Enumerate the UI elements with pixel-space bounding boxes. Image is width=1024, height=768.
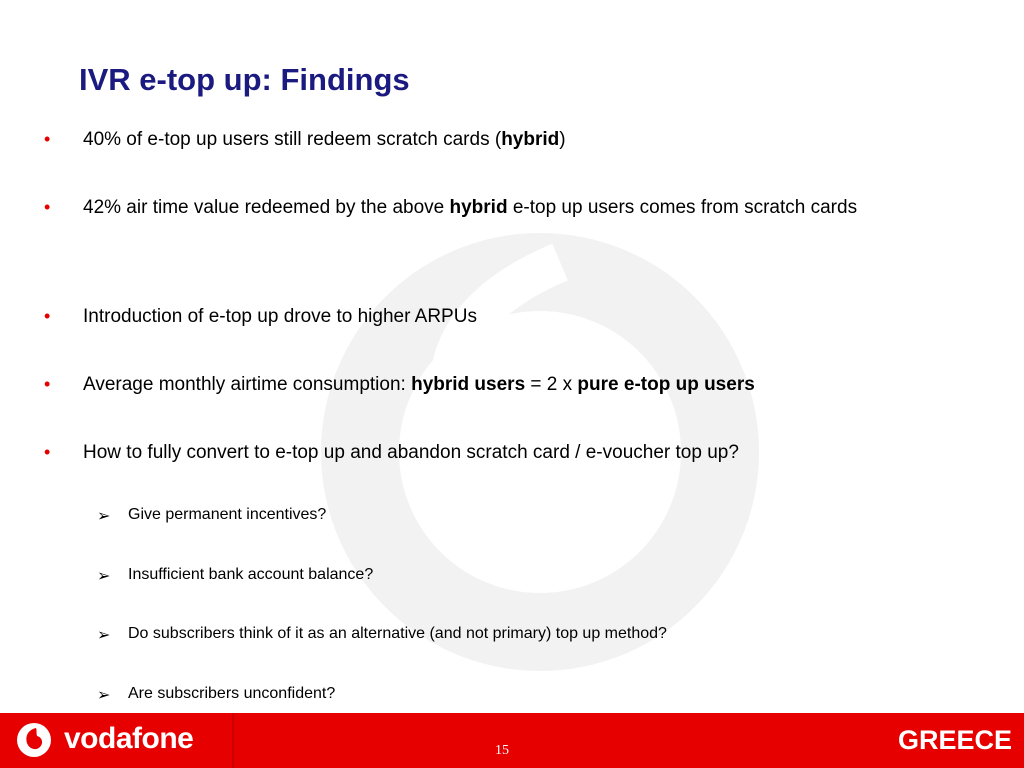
sub-bullet-item	[97, 684, 988, 704]
bullet-text: e-top up users comes from scratch cards	[507, 197, 858, 218]
sub-bullet-item	[97, 565, 988, 585]
bullet-item	[44, 187, 963, 228]
bullet-text: 42% air time value redeemed by the above	[83, 197, 450, 218]
region-label: GREECE	[897, 725, 1012, 755]
bullet-text: Average monthly airtime consumption:	[83, 374, 412, 395]
sub-bullet-text: Do subscribers think of it as an alternative (and not primary) top up method?	[128, 625, 667, 642]
bullet-emphasis: hybrid	[449, 197, 508, 218]
sub-bullet-text: Insufficient bank account balance?	[128, 566, 374, 583]
footer-divider	[232, 713, 234, 768]
bullet-emphasis: hybrid	[501, 129, 560, 150]
bullet-emphasis: pure e-top up users	[577, 374, 755, 395]
bullet-marker: •	[44, 374, 51, 394]
bullet-marker: •	[44, 442, 51, 462]
sub-bullet-text: Give permanent incentives?	[128, 506, 327, 523]
bullet-emphasis: hybrid users	[411, 374, 526, 395]
bullet-text: = 2 x	[525, 374, 578, 395]
sub-bullet-item	[97, 624, 988, 644]
arrow-bullet-icon: ➢	[97, 568, 111, 585]
sub-bullet-item	[97, 505, 988, 525]
bullet-marker: •	[44, 129, 51, 149]
brand-wordmark: vodafone	[64, 722, 194, 755]
bullet-text: Introduction of e-top up drove to higher ARPUs	[83, 306, 477, 327]
bullet-text: )	[559, 129, 566, 150]
bullet-item	[44, 296, 983, 337]
arrow-bullet-icon: ➢	[97, 627, 111, 644]
arrow-bullet-icon: ➢	[97, 687, 111, 704]
bullet-item	[44, 364, 983, 405]
arrow-bullet-icon: ➢	[97, 508, 111, 525]
bullet-marker: •	[44, 306, 51, 326]
bullet-text: 40% of e-top up users still redeem scratch cards (	[83, 129, 502, 150]
bullet-text: How to fully convert to e-top up and abandon scratch card / e-voucher top up?	[83, 442, 739, 463]
bullet-item	[44, 119, 983, 160]
bullet-marker: •	[44, 197, 51, 217]
footer-bar	[0, 713, 1024, 768]
vodafone-logo-icon	[16, 722, 52, 758]
slide-title: IVR e-top up: Findings	[79, 62, 410, 97]
sub-bullet-text: Are subscribers unconfident?	[128, 685, 336, 702]
page-number: 15	[495, 743, 509, 758]
bullet-item	[44, 432, 983, 473]
